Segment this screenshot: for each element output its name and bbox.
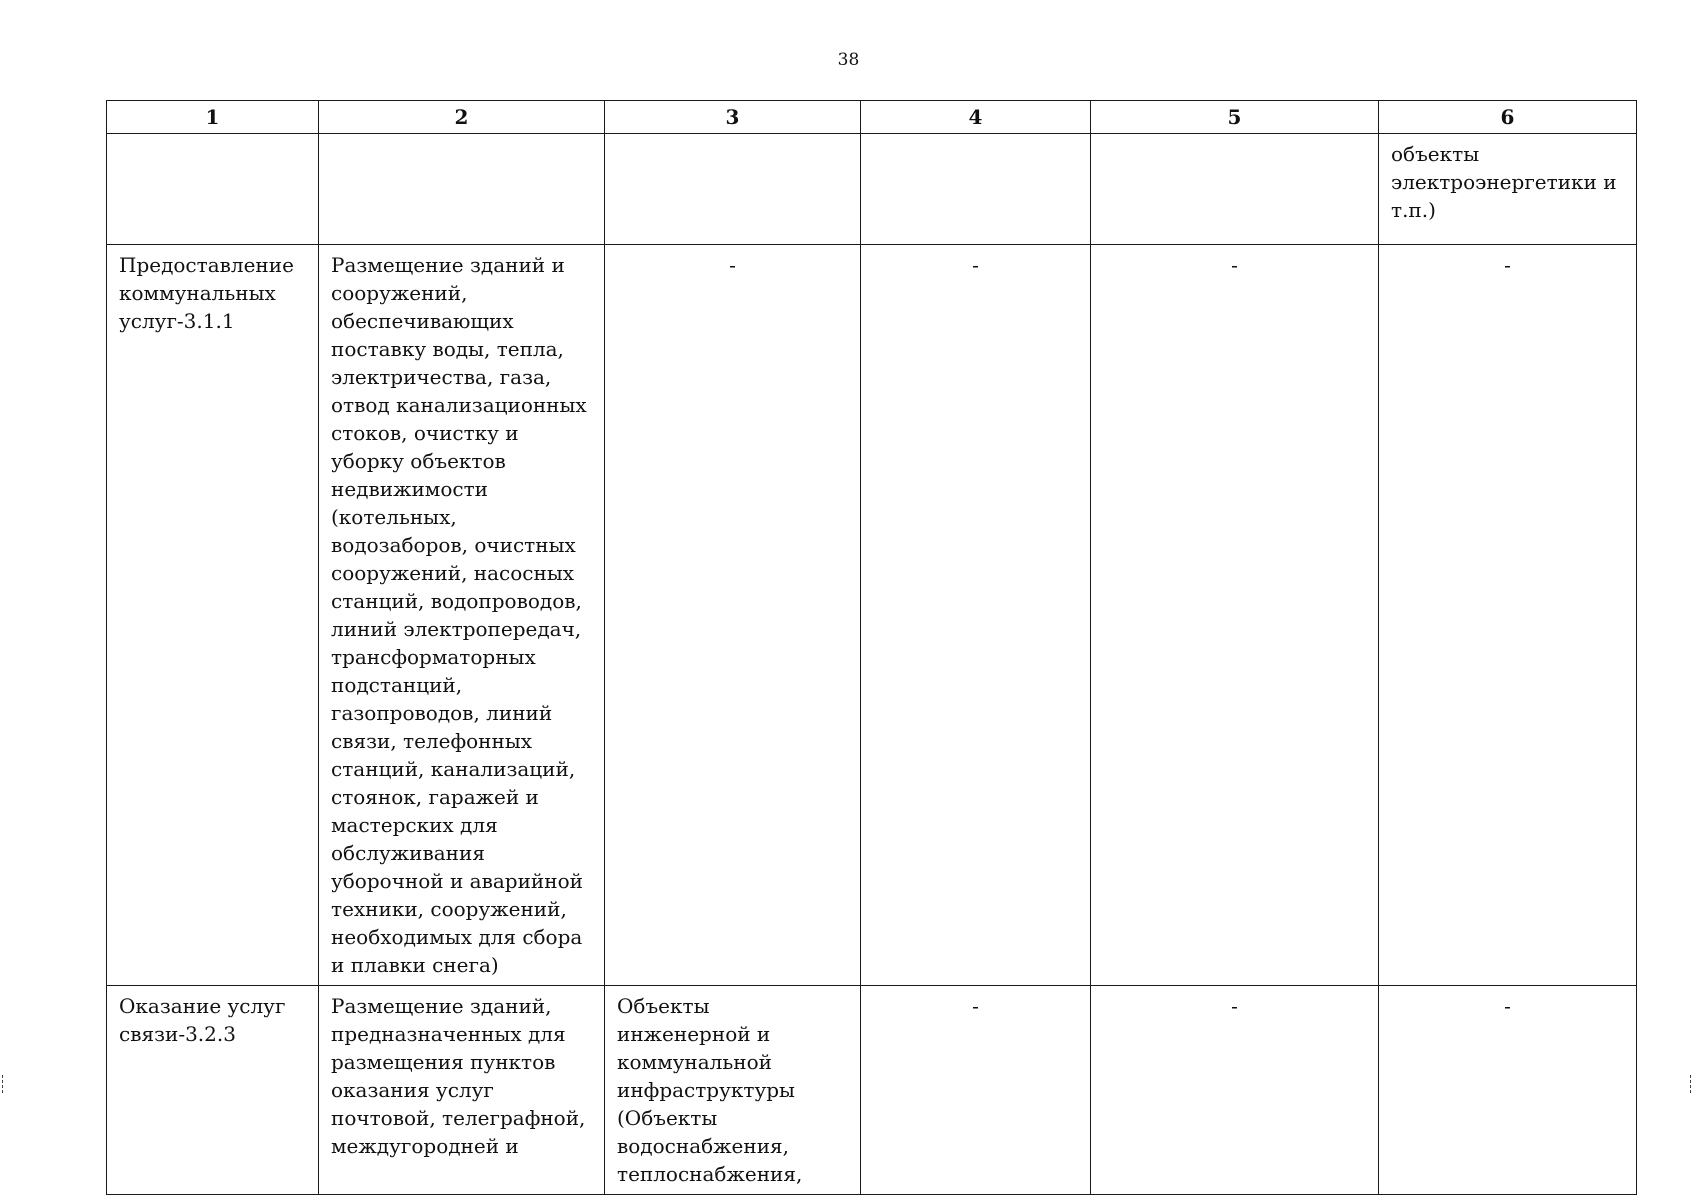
column-header-5: 5 — [1091, 101, 1379, 134]
column-header-3: 3 — [605, 101, 861, 134]
table-cell — [319, 134, 605, 245]
column-header-4: 4 — [861, 101, 1091, 134]
table-cell: Объекты инженерной и коммунальной инфраструктуры (Объекты водоснабжения, теплоснабжения, — [605, 986, 861, 1195]
table-cell — [861, 134, 1091, 245]
land-use-table — [106, 100, 1637, 1195]
column-header-2: 2 — [319, 101, 605, 134]
table-cell: - — [1091, 986, 1379, 1195]
table-cell: - — [861, 986, 1091, 1195]
table-row — [107, 986, 1637, 1195]
table-row — [107, 245, 1637, 986]
table-header-row — [107, 101, 1637, 134]
table-cell — [605, 134, 861, 245]
column-header-6: 6 — [1379, 101, 1637, 134]
table-cell: - — [1379, 245, 1637, 986]
table-cell — [1091, 134, 1379, 245]
table-cell-use-type: Оказание услуг связи-3.2.3 — [107, 986, 319, 1195]
column-header-1: 1 — [107, 101, 319, 134]
table-cell: - — [1379, 986, 1637, 1195]
table-cell: объекты электроэнергетики и т.п.) — [1379, 134, 1637, 245]
table-cell: - — [1091, 245, 1379, 986]
table-cell-description: Размещение зданий, предназначенных для размещения пунктов оказания услуг почтовой, телеграфной, междугородней и — [319, 986, 605, 1195]
table-cell — [107, 134, 319, 245]
table-cell: - — [605, 245, 861, 986]
table-row-continuation — [107, 134, 1637, 245]
scan-edge-mark — [2, 1075, 6, 1093]
table-cell: - — [861, 245, 1091, 986]
page-number: 38 — [837, 50, 860, 70]
scan-edge-mark — [1690, 1075, 1694, 1093]
table-cell-description: Размещение зданий и сооружений, обеспечивающих поставку воды, тепла, электричества, газа, отвод канализационных стоков, очистку и уборку объектов недвижимости (котельных, водозаборов, очистных сооружений, насосных станций, водопроводов, линий электропередач, трансформаторных подстанций, газопроводов, линий связи, телефонных станций, канализаций, стоянок, гаражей и мастерских для обслуживания уборочной и аварийной техники, сооружений, необходимых для сбора и плавки снега) — [319, 245, 605, 986]
table-cell-use-type: Предоставление коммунальных услуг-3.1.1 — [107, 245, 319, 986]
